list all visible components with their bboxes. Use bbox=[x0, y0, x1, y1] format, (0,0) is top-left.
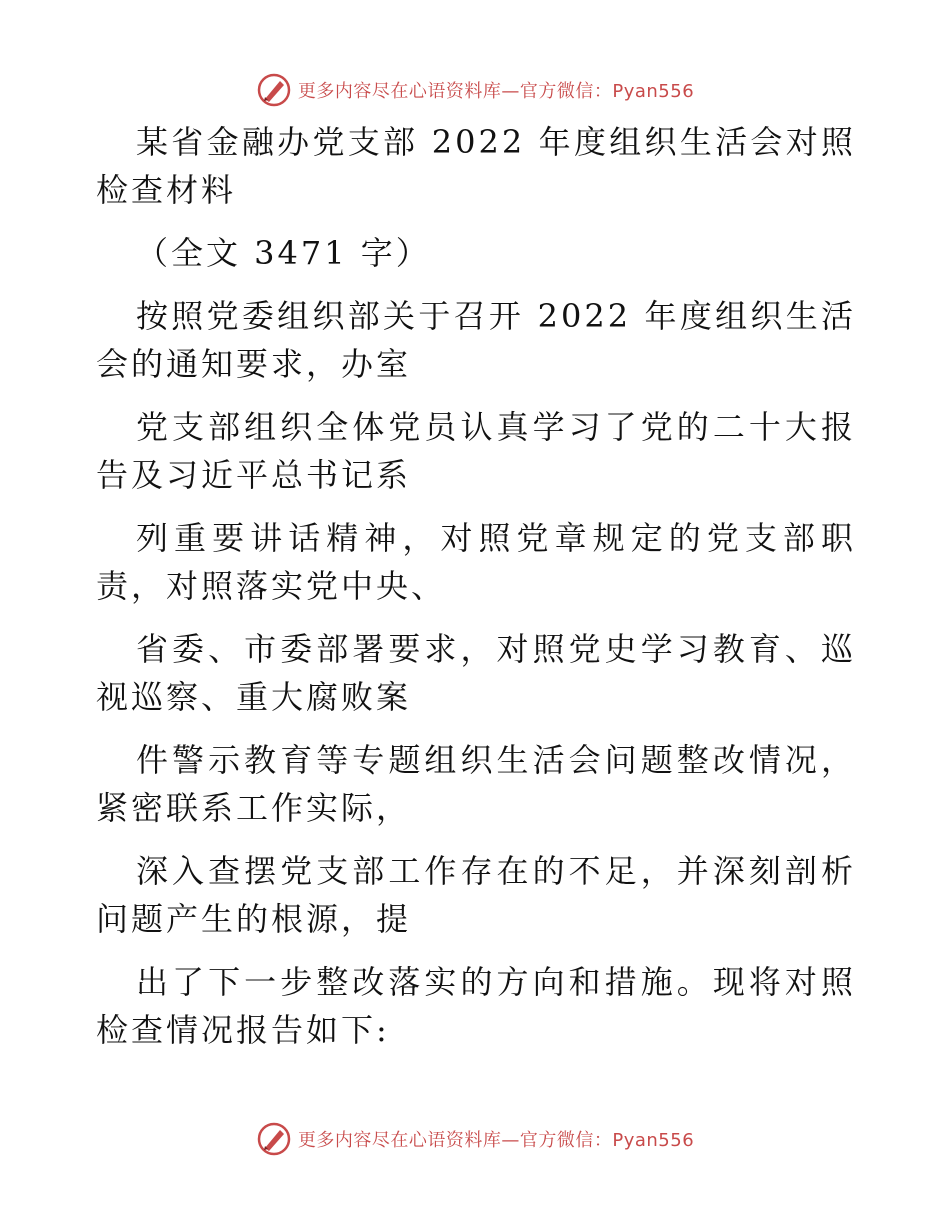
watermark-text: 更多内容尽在心语资料库—官方微信：Pyan556 bbox=[297, 1130, 695, 1151]
body-paragraph: 党支部组织全体党员认真学习了党的二十大报告及习近平总书记系 bbox=[96, 408, 856, 494]
body-paragraph: 列重要讲话精神，对照党章规定的党支部职责，对照落实党中央、 bbox=[96, 519, 856, 605]
document-title: 某省金融办党支部 2022 年度组织生活会对照检查材料 bbox=[96, 123, 856, 209]
body-paragraph: 深入查摆党支部工作存在的不足，并深刻剖析问题产生的根源，提 bbox=[96, 852, 856, 938]
pen-logo-icon bbox=[256, 72, 292, 108]
word-count: （全文 3471 字） bbox=[136, 234, 431, 272]
document-body bbox=[96, 118, 856, 1069]
watermark-text: 更多内容尽在心语资料库—官方微信：Pyan556 bbox=[297, 81, 695, 102]
body-paragraph: 省委、市委部署要求，对照党史学习教育、巡视巡察、重大腐败案 bbox=[96, 630, 856, 716]
body-paragraph: 件警示教育等专题组织生活会问题整改情况，紧密联系工作实际， bbox=[96, 741, 856, 827]
pen-logo-icon bbox=[256, 1121, 292, 1157]
watermark-footer bbox=[0, 1119, 950, 1159]
body-paragraph: 出了下一步整改落实的方向和措施。现将对照检查情况报告如下: bbox=[96, 963, 856, 1049]
watermark-header bbox=[0, 70, 950, 110]
body-paragraph: 按照党委组织部关于召开 2022 年度组织生活会的通知要求，办室 bbox=[96, 297, 856, 383]
